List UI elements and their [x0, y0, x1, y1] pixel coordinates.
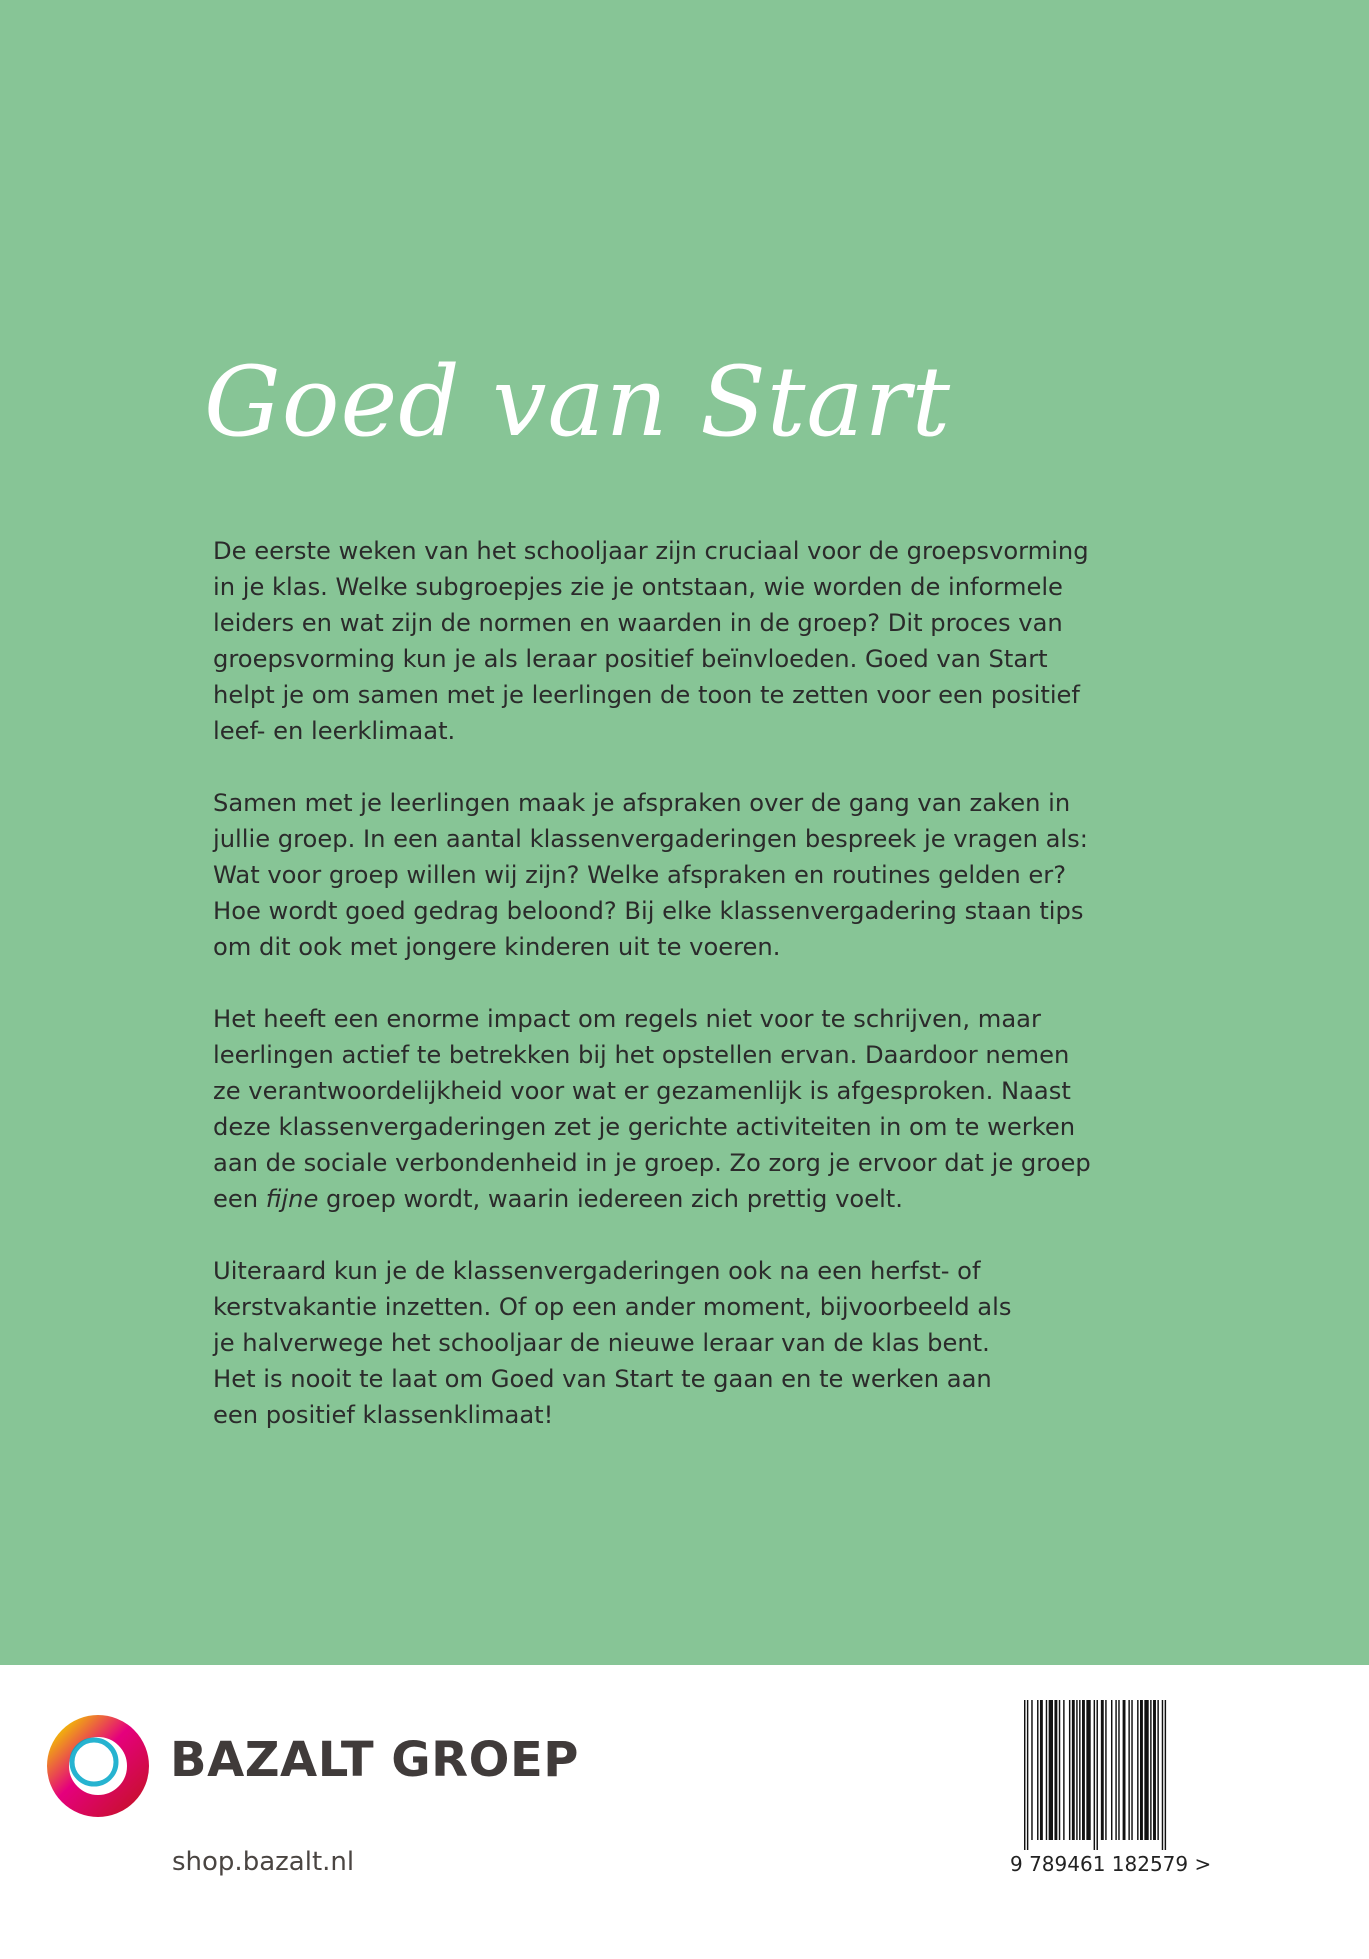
blurb-line: [213, 1325, 1093, 1361]
blurb-line: [213, 1361, 1093, 1397]
blurb-line: [213, 1037, 1093, 1073]
line-text: kerstvakantie inzetten. Of op een ander moment, bijvoorbeeld als: [213, 1293, 1012, 1321]
blurb-line: [213, 533, 1093, 569]
barcode-bar: [1097, 1700, 1098, 1850]
barcode-bars: [1020, 1700, 1212, 1850]
blurb-line: [213, 605, 1093, 641]
barcode-bar: [1140, 1700, 1143, 1840]
line-text: leiders en wat zijn de normen en waarden in de groep? Dit proces van: [213, 609, 1063, 637]
blurb-line: [213, 1397, 1093, 1433]
line-text: Het heeft een enorme impact om regels niet voor te schrijven, maar: [213, 1005, 1041, 1033]
line-text: Samen met je leerlingen maak je afspraken over de gang van zaken in: [213, 789, 1071, 817]
barcode-bar: [1128, 1700, 1129, 1840]
line-text: Hoe wordt goed gedrag beloond? Bij elke klassenvergadering staan tips: [213, 897, 1084, 925]
back-cover-blurb: [213, 533, 1093, 1469]
barcode-bar: [1131, 1700, 1132, 1840]
blurb-line: [213, 713, 1093, 749]
line-text: groepsvorming kun je als leraar positief beïnvloeden. Goed van Start: [213, 645, 1048, 673]
line-text: helpt je om samen met je leerlingen de toon te zetten voor een positief: [213, 681, 1080, 709]
line-text: deze klassenvergaderingen zet je gerichte activiteiten in om te werken: [213, 1113, 1076, 1141]
barcode-bar: [1069, 1700, 1070, 1840]
barcode-bar: [1111, 1700, 1112, 1840]
blurb-line: [213, 857, 1093, 893]
blurb-line: [213, 1109, 1093, 1145]
barcode-bar: [1153, 1700, 1156, 1840]
line-text: aan de sociale verbondenheid in je groep. Zo zorg je ervoor dat je groep: [213, 1149, 1091, 1177]
barcode-bar: [1118, 1700, 1119, 1840]
isbn-barcode: [1010, 1700, 1230, 1880]
barcode-bar: [1024, 1700, 1025, 1850]
barcode-bar: [1144, 1700, 1148, 1840]
line-text: Wat voor groep willen wij zijn? Welke afspraken en routines gelden er?: [213, 861, 1067, 889]
blurb-line: [213, 929, 1093, 965]
barcode-bar: [1054, 1700, 1057, 1840]
blurb-line: [213, 1145, 1093, 1181]
blurb-paragraph: [213, 1001, 1093, 1217]
line-text: leerlingen actief te betrekken bij het opstellen ervan. Daardoor nemen: [213, 1041, 1070, 1069]
barcode-bar: [1157, 1700, 1158, 1840]
blurb-paragraph: [213, 533, 1093, 749]
line-text: jullie groep. In een aantal klassenvergaderingen bespreek je vragen als:: [213, 825, 1088, 853]
blurb-line: [213, 1253, 1093, 1289]
line-text: een: [213, 1185, 266, 1213]
blurb-line: [213, 893, 1093, 929]
barcode-bar: [1076, 1700, 1077, 1840]
publisher-website-link[interactable]: shop.bazalt.nl: [172, 1847, 355, 1877]
line-text: je halverwege het schooljaar de nieuwe leraar van de klas bent.: [213, 1329, 990, 1357]
line-text: De eerste weken van het schooljaar zijn cruciaal voor de groepsvorming: [213, 537, 1089, 565]
line-text: ze verantwoordelijkheid voor wat er gezamenlijk is afgesproken. Naast: [213, 1077, 1071, 1105]
barcode-bar: [1072, 1700, 1075, 1840]
line-text: om dit ook met jongere kinderen uit te voeren.: [213, 933, 781, 961]
publisher-name: BAZALT GROEP: [170, 1732, 579, 1788]
blurb-paragraph: [213, 1253, 1093, 1433]
barcode-bar: [1079, 1700, 1080, 1840]
barcode-bar: [1123, 1700, 1126, 1840]
line-text: Uiteraard kun je de klassenvergaderingen ook na een herfst- of: [213, 1257, 981, 1285]
isbn-number: 9 789461 182579 >: [1010, 1852, 1212, 1876]
line-text: leef- en leerklimaat.: [213, 717, 456, 745]
barcode-bar: [1086, 1700, 1090, 1840]
blurb-line: [213, 1001, 1093, 1037]
barcode-bar: [1027, 1700, 1028, 1850]
barcode-bar: [1150, 1700, 1151, 1840]
blurb-line: [213, 1289, 1093, 1325]
blurb-line: [213, 677, 1093, 713]
barcode-bar: [1115, 1700, 1116, 1840]
barcode-bar: [1049, 1700, 1053, 1840]
barcode-bar: [1105, 1700, 1106, 1840]
barcode-bar: [1137, 1700, 1138, 1840]
blurb-line: [213, 821, 1093, 857]
barcode-bar: [1040, 1700, 1043, 1840]
barcode-bar: [1082, 1700, 1085, 1840]
barcode-bar: [1094, 1700, 1095, 1850]
barcode-bar: [1031, 1700, 1032, 1840]
barcode-bar: [1162, 1700, 1163, 1850]
blurb-line: [213, 785, 1093, 821]
line-text: Het is nooit te laat om Goed van Start te gaan en te werken aan: [213, 1365, 992, 1393]
barcode-bar: [1046, 1700, 1047, 1840]
blurb-line: [213, 1073, 1093, 1109]
line-text: een positief klassenklimaat!: [213, 1401, 554, 1429]
barcode-bar: [1165, 1700, 1166, 1850]
ring-logo-icon: [38, 1710, 158, 1820]
emphasis-text: fijne: [265, 1185, 319, 1213]
blurb-paragraph: [213, 785, 1093, 965]
line-text: in je klas. Welke subgroepjes zie je ontstaan, wie worden de informele: [213, 573, 1063, 601]
line-text: groep wordt, waarin iedereen zich prettig voelt.: [318, 1185, 903, 1213]
barcode-bar: [1059, 1700, 1060, 1840]
blurb-line: [213, 569, 1093, 605]
barcode-bar: [1063, 1700, 1064, 1840]
barcode-bar: [1037, 1700, 1038, 1840]
blurb-line: [213, 641, 1093, 677]
barcode-bar: [1101, 1700, 1104, 1840]
blurb-line: [213, 1181, 1093, 1217]
book-title: Goed van Start: [204, 346, 952, 458]
